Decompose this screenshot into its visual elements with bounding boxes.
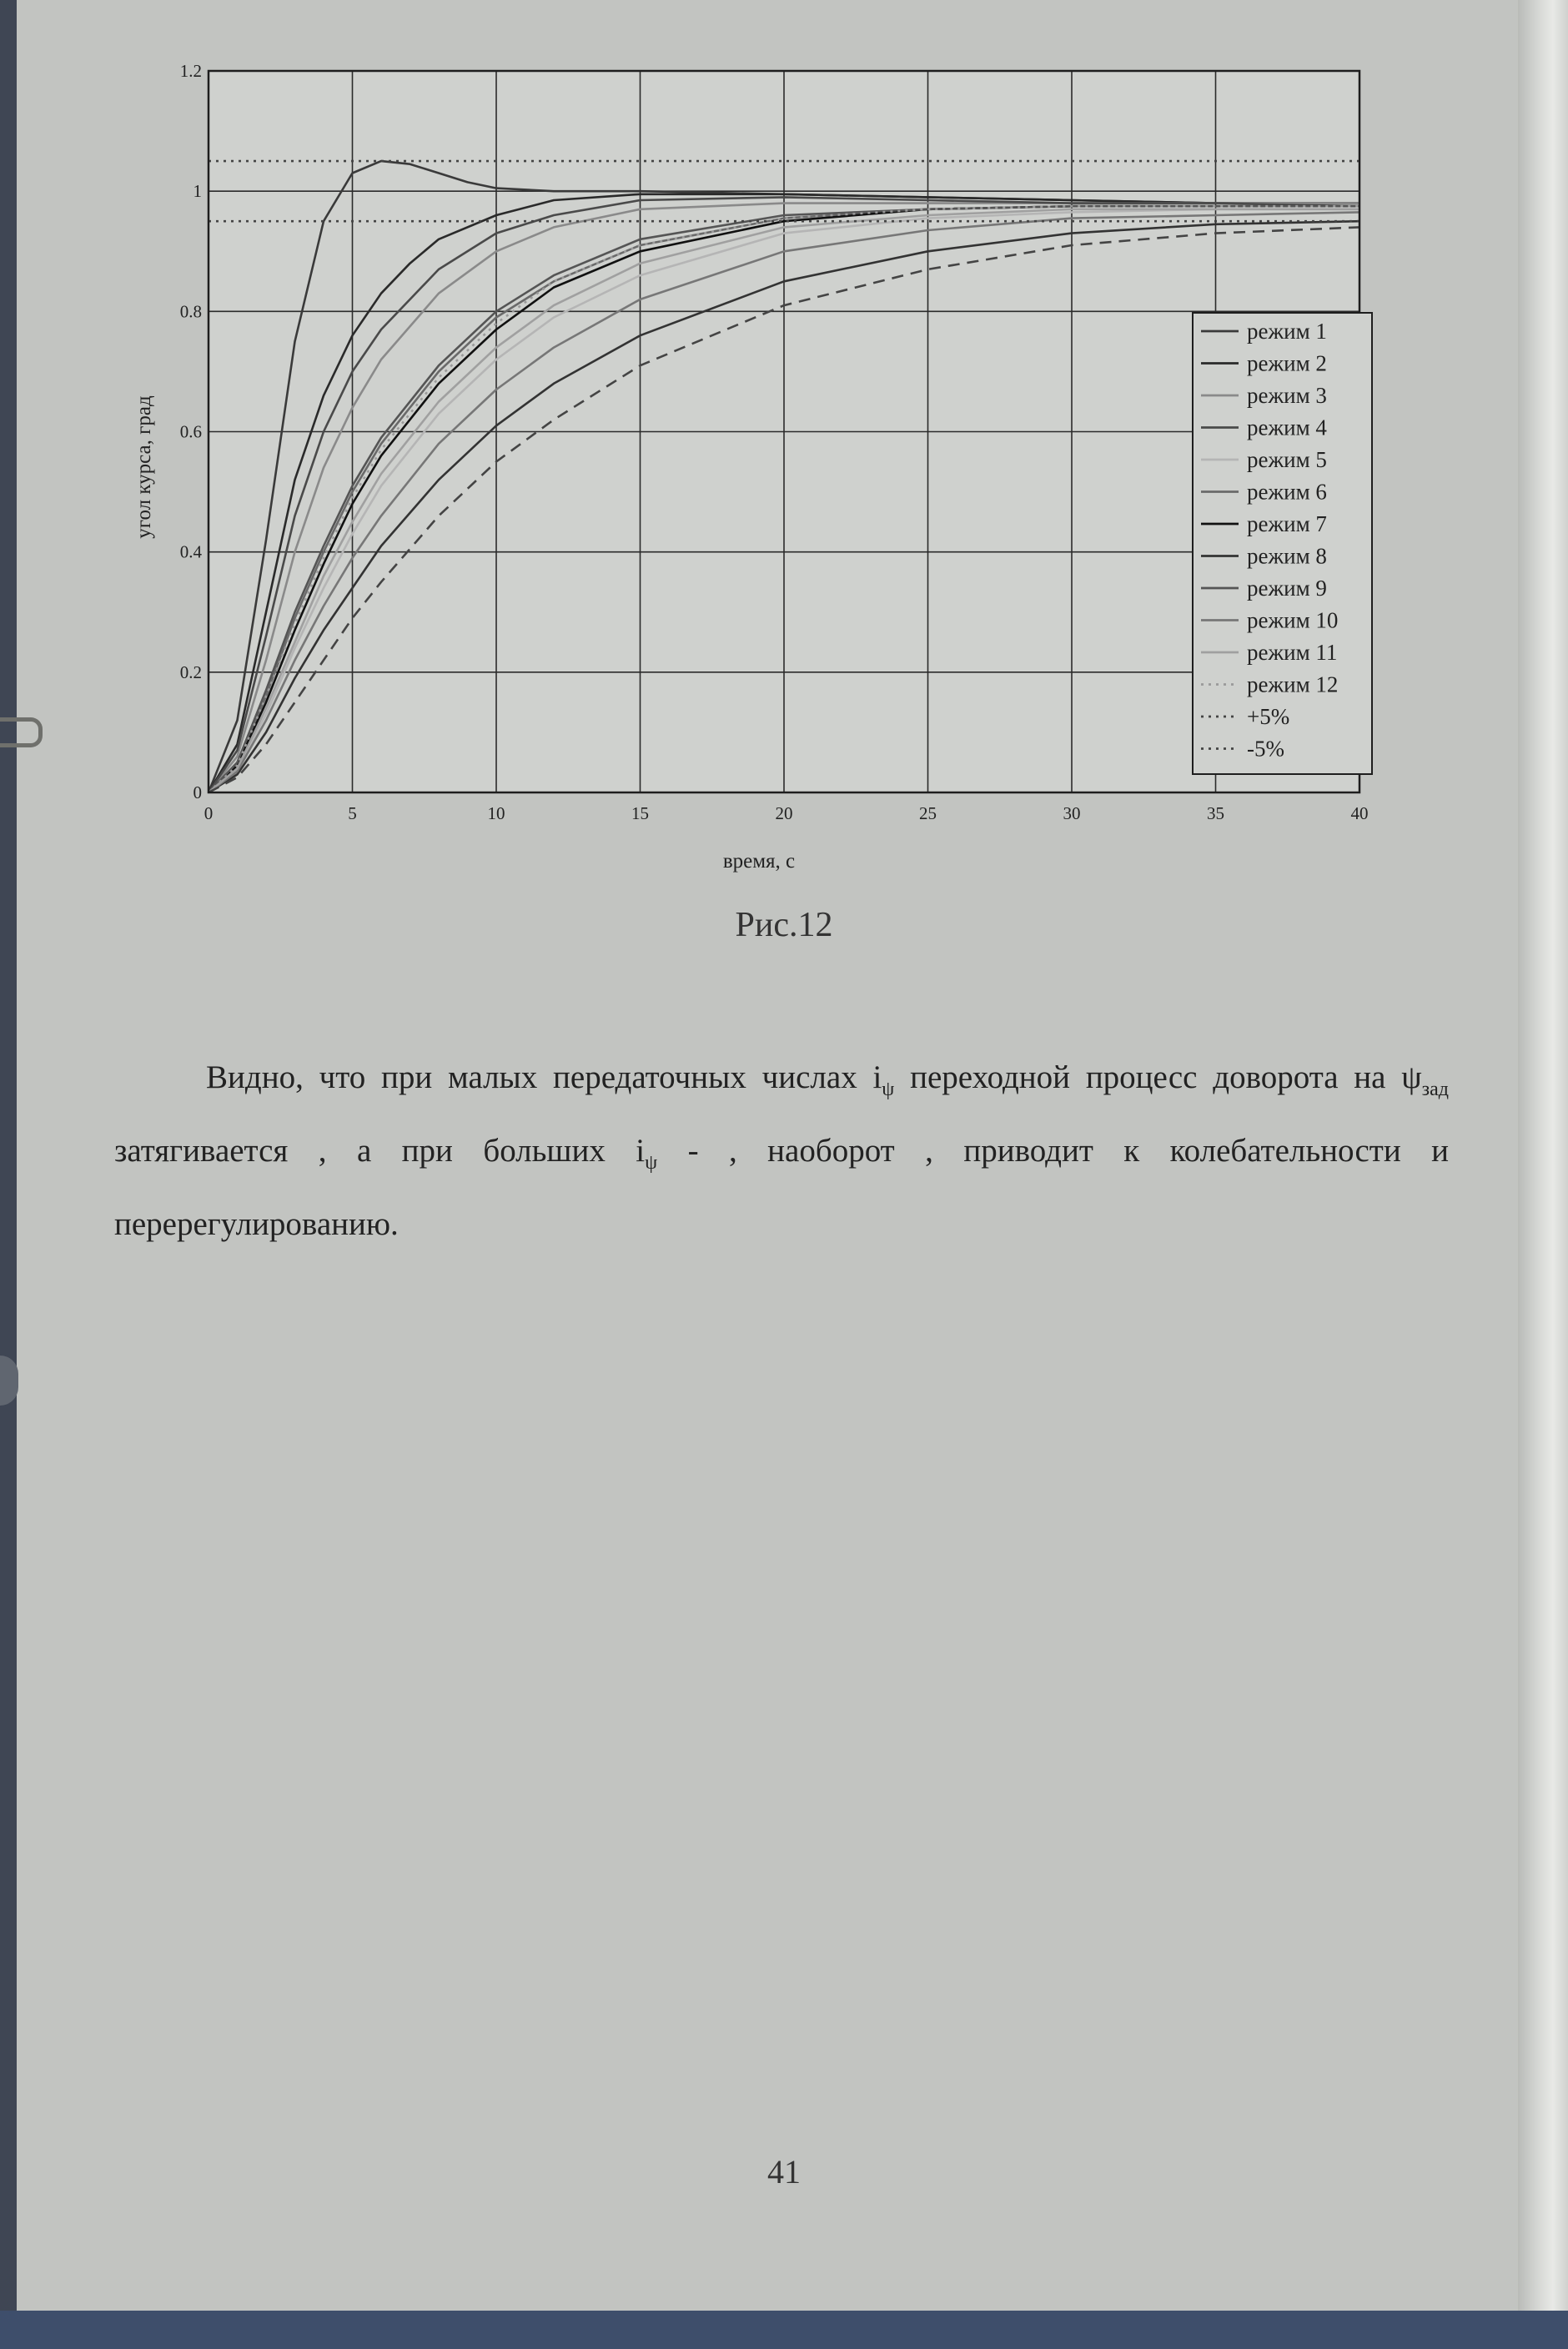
paragraph-text-3: затягивается , а при больших i [114,1132,646,1169]
y-tick-label: 0.4 [179,541,202,562]
legend-label: режим 10 [1247,607,1339,633]
subscript-psi-1: ψ [882,1078,895,1100]
legend-label: режим 2 [1247,350,1327,376]
x-tick-label: 25 [919,803,937,823]
x-axis-label: время, с [722,850,796,873]
body-paragraph [114,1047,1449,1255]
y-tick-label: 1 [193,181,202,202]
legend-label: -5% [1247,736,1284,762]
y-tick-label: 1.2 [179,61,202,81]
paragraph-text-1: Видно, что при малых передаточных числах i [206,1059,882,1095]
legend-label: +5% [1247,704,1290,729]
x-tick-label: 5 [348,803,357,823]
subscript-psi-2: ψ [645,1151,658,1174]
paragraph-text-4: - , наоборот , приводит к колебательности и перерегулированию. [114,1132,1450,1242]
x-tick-label: 20 [775,803,793,823]
legend-label: режим 7 [1247,511,1327,536]
stacked-page-edges [1518,0,1568,2349]
background-strip [0,2311,1568,2349]
y-tick-label: 0.6 [179,421,202,442]
y-axis-label: угол курса, град [133,395,155,539]
legend-label: режим 4 [1247,415,1327,440]
figure-caption: Рис.12 [735,906,833,944]
x-tick-label: 10 [487,803,505,823]
x-tick-label: 30 [1063,803,1081,823]
legend-label: режим 12 [1247,672,1339,697]
legend-label: режим 11 [1247,640,1338,665]
y-tick-label: 0.2 [179,661,202,682]
legend-label: режим 5 [1247,447,1327,472]
binder-ring [0,717,43,747]
chart-legend [1193,313,1372,774]
response-chart [125,50,1410,893]
subscript-zad: зад [1421,1078,1449,1100]
y-tick-label: 0 [193,782,202,802]
legend-label: режим 3 [1247,383,1327,408]
x-tick-label: 35 [1207,803,1224,823]
legend-label: режим 1 [1247,319,1327,344]
page-number: 41 [767,2153,801,2191]
paragraph-text-2: переходной процесс доворота на ψ [894,1059,1422,1095]
legend-label: режим 8 [1247,543,1327,569]
legend-label: режим 9 [1247,576,1327,601]
x-tick-label: 40 [1350,803,1369,823]
legend-label: режим 6 [1247,479,1327,505]
chart-grid [209,71,1359,792]
x-tick-label: 15 [631,803,649,823]
punch-hole [0,1356,18,1406]
y-tick-label: 0.8 [179,301,202,322]
chart-svg [125,50,1410,893]
x-tick-label: 0 [204,803,214,823]
